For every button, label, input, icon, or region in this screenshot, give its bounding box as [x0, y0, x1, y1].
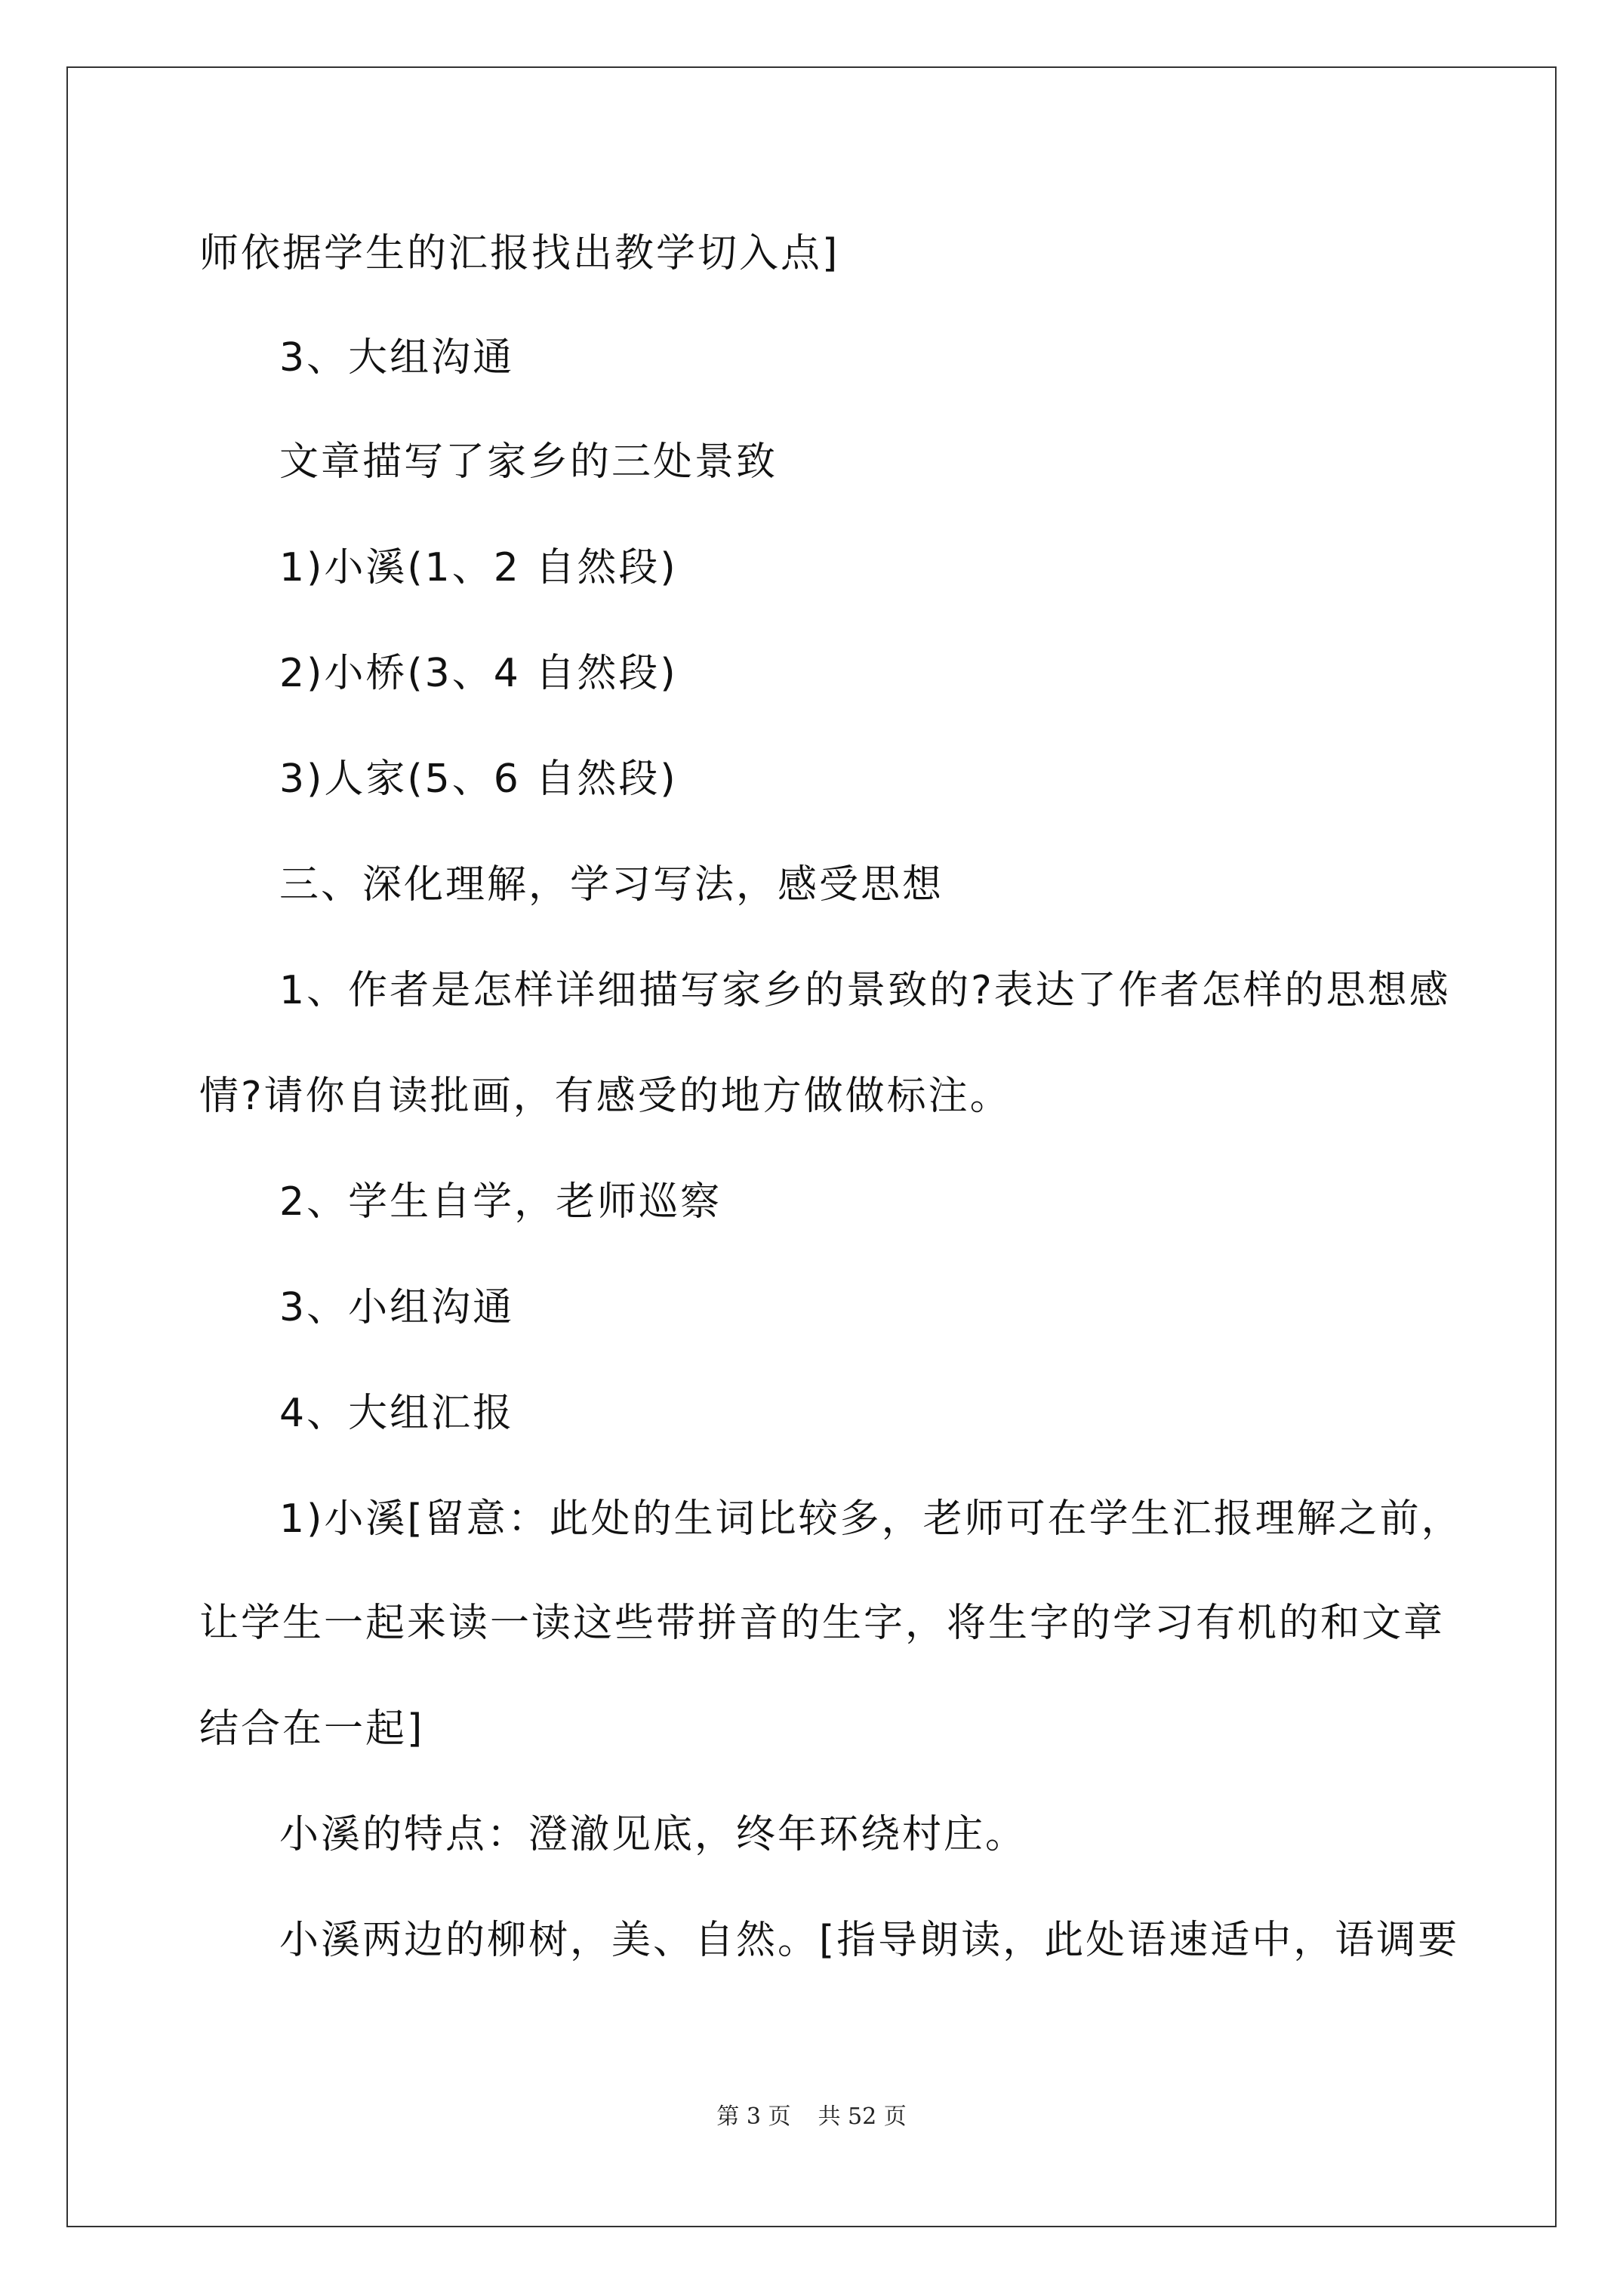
text-line: 4、大组汇报: [279, 1391, 515, 1436]
text-line: 1)小溪(1、2 自然段): [279, 545, 678, 590]
text-line: 1、作者是怎样详细描写家乡的景致的?表达了作者怎样的思想感: [279, 968, 1451, 1013]
page-footer: [0, 2102, 1623, 2132]
text-line: 2、学生自学，老师巡察: [279, 1179, 722, 1225]
text-line: 3、小组沟通: [279, 1285, 515, 1330]
text-line: 结合在一起]: [199, 1706, 425, 1752]
text-line: 3、大组沟通: [279, 335, 515, 381]
text-line: 3)人家(5、6 自然段): [279, 757, 678, 802]
text-line: 1)小溪[留意：此处的生词比较多，老师可在学生汇报理解之前，: [279, 1496, 1463, 1542]
page-number: 第 3 页: [716, 2103, 791, 2130]
section-heading: 三、深化理解，学习写法，感受思想: [279, 862, 944, 908]
page-border: [66, 66, 1557, 2227]
text-line: 小溪两边的柳树，美、自然。[指导朗读，此处语速适中，语调要: [279, 1918, 1460, 1963]
text-line: 情?请你自读批画，有感受的地方做做标注。: [199, 1074, 1012, 1119]
text-line: 让学生一起来读一读这些带拼音的生字，将生字的学习有机的和文章: [199, 1601, 1446, 1646]
text-line: 小溪的特点：澄澈见底，终年环绕村庄。: [279, 1812, 1027, 1857]
text-line: 文章描写了家乡的三处景致: [279, 439, 778, 485]
text-line: 2)小桥(3、4 自然段): [279, 651, 678, 696]
text-line: 师依据学生的汇报找出教学切入点]: [199, 231, 840, 276]
page-total: 共 52 页: [818, 2103, 907, 2130]
